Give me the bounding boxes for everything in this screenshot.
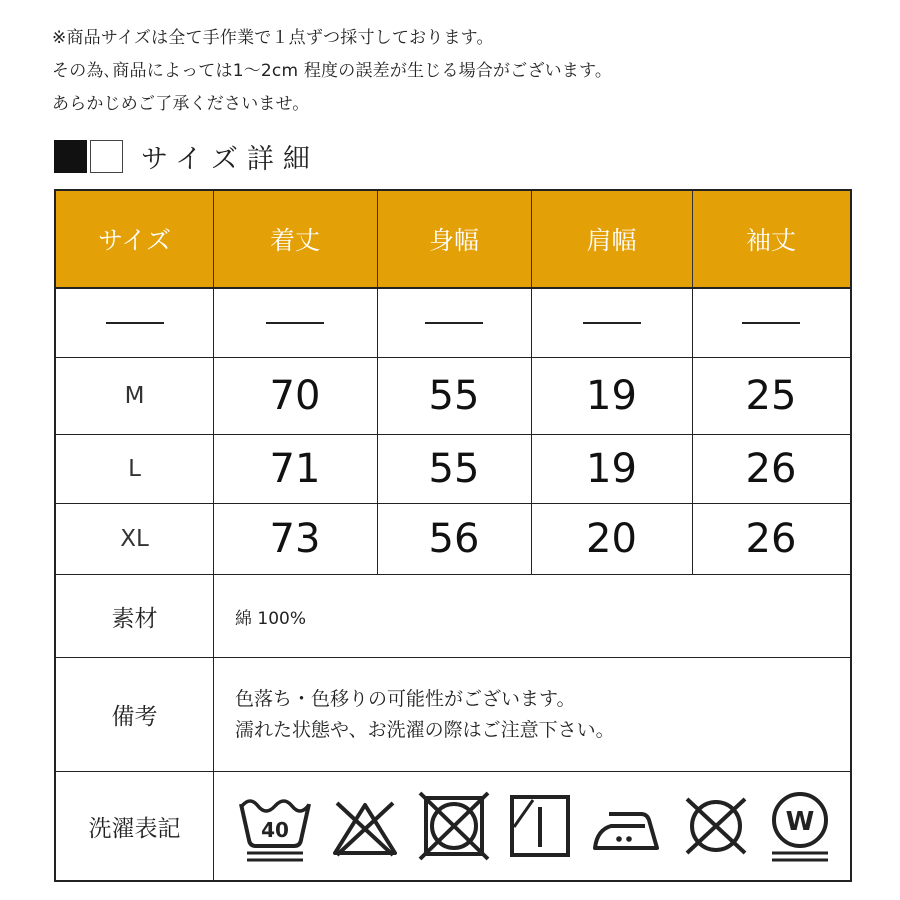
table-row	[56, 504, 850, 575]
header-width: 身幅	[428, 226, 479, 255]
sleeve-value: 26	[745, 446, 797, 492]
header-sleeve: 袖丈	[745, 226, 796, 255]
size-notes	[52, 22, 612, 121]
header-size: サイズ	[97, 226, 171, 255]
header-shoulder: 肩幅	[586, 226, 637, 255]
size-label: L	[128, 456, 141, 482]
care-label: 洗濯表記	[88, 815, 181, 842]
wet-clean-letter: W	[785, 807, 815, 837]
line-dry-icon	[507, 791, 573, 861]
white-square-icon	[90, 140, 123, 173]
note-line: ※商品サイズは全て手作業で１点ずつ採寸しております。	[52, 28, 494, 48]
size-table	[54, 189, 852, 882]
material-label: 素材	[111, 605, 158, 632]
dash-line	[106, 322, 164, 324]
note-line: あらかじめご了承くださいませ。	[52, 94, 310, 114]
size-label: XL	[120, 526, 149, 552]
sleeve-value: 26	[745, 516, 797, 562]
no-tumble-dry-icon	[417, 791, 491, 861]
section-heading	[54, 138, 319, 174]
table-header-row	[56, 191, 850, 289]
width-value: 55	[428, 446, 480, 492]
shoulder-value: 20	[586, 516, 637, 562]
length-value: 71	[269, 446, 321, 492]
shoulder-value: 19	[586, 373, 637, 419]
care-icons	[213, 772, 850, 880]
care-row	[56, 772, 850, 880]
remarks-text	[213, 658, 850, 771]
iron-low-icon	[589, 796, 665, 856]
sleeve-value: 25	[745, 373, 797, 419]
dash-line	[583, 322, 641, 324]
heading-title: サイズ詳細	[141, 143, 319, 175]
material-row	[56, 575, 850, 658]
dash-line	[266, 322, 324, 324]
wash-temperature: 40	[261, 818, 289, 842]
width-value: 56	[428, 516, 480, 562]
remarks-line: 色落ち・色移りの可能性がございます。	[235, 687, 576, 710]
width-value: 55	[428, 373, 480, 419]
remarks-line: 濡れた状態や、お洗濯の際はご注意下さい。	[235, 718, 615, 741]
material-value: 綿 100%	[235, 608, 307, 629]
dash-line	[425, 322, 483, 324]
note-line: その為､商品によっては1～2cm 程度の誤差が生じる場合がございます。	[52, 61, 613, 81]
header-length: 着丈	[269, 226, 320, 255]
no-dry-clean-icon	[681, 793, 751, 859]
remarks-row	[56, 658, 850, 772]
wash-40-icon	[237, 790, 313, 862]
dash-line	[742, 322, 800, 324]
black-square-icon	[54, 140, 87, 173]
table-row	[56, 358, 850, 435]
table-row	[56, 435, 850, 504]
wet-clean-icon	[767, 790, 833, 862]
length-value: 70	[269, 373, 321, 419]
shoulder-value: 19	[586, 446, 637, 492]
table-row	[56, 289, 850, 358]
no-bleach-icon	[329, 793, 401, 859]
remarks-label: 備考	[111, 704, 158, 730]
length-value: 73	[269, 516, 321, 562]
size-label: M	[124, 383, 145, 409]
